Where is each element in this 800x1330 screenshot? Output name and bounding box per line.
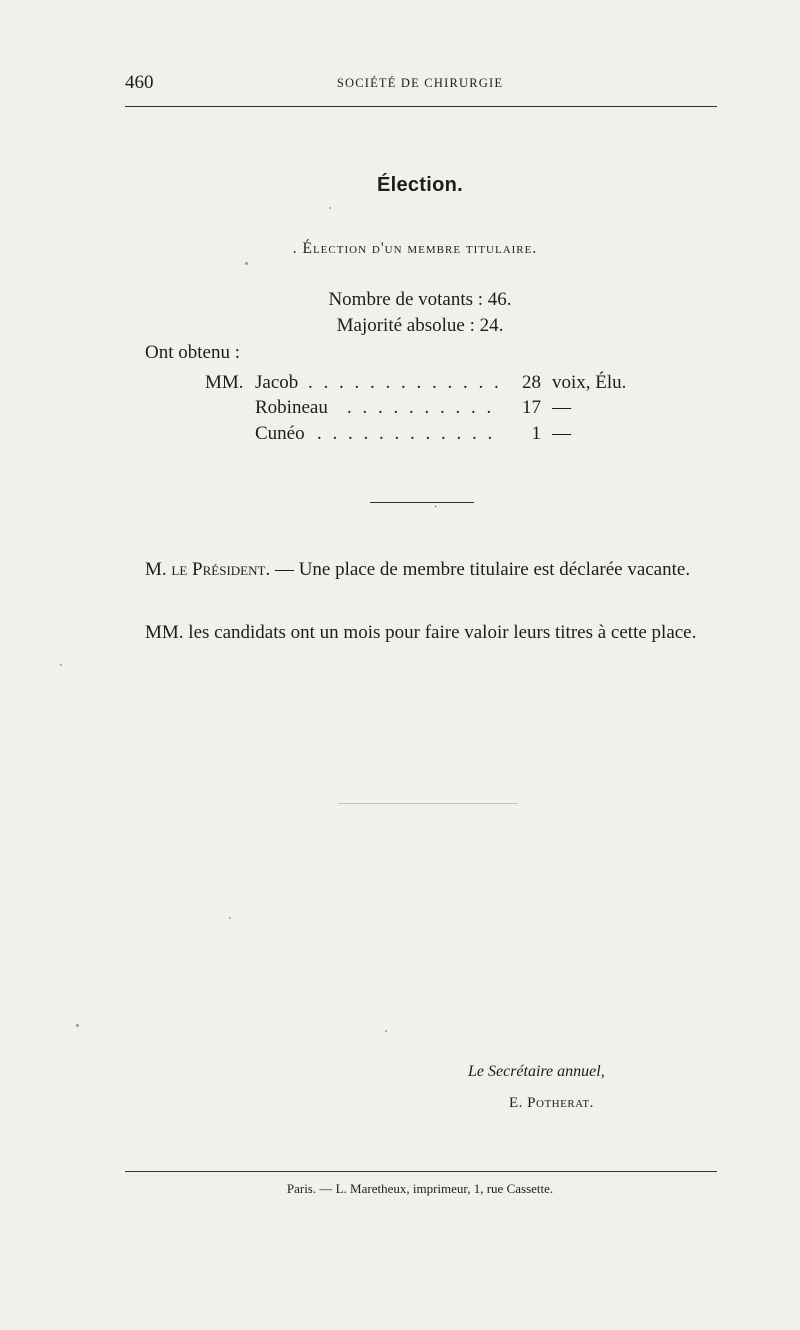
obtained-label: Ont obtenu : bbox=[145, 342, 240, 363]
footer-rule bbox=[125, 1171, 717, 1172]
section-subtitle: . Élection d'un membre titulaire. bbox=[292, 240, 538, 257]
president-title: le Président bbox=[171, 559, 266, 580]
candidate-name: Jacob bbox=[255, 372, 299, 393]
printer-imprint: Paris. — L. Maretheux, imprimeur, 1, rue Cassette. bbox=[286, 1181, 554, 1196]
voter-count: Nombre de votants : 46. bbox=[328, 289, 512, 310]
vote-count: 1 bbox=[531, 423, 541, 444]
separator-rule bbox=[370, 502, 474, 503]
section-title: Élection. bbox=[376, 174, 464, 196]
paper-speck bbox=[60, 664, 62, 666]
paper-speck bbox=[329, 207, 331, 209]
leader-dots: . . . . . . . . . . . . . bbox=[308, 372, 502, 393]
vote-count: 17 bbox=[522, 397, 541, 418]
result-row bbox=[255, 372, 695, 400]
header-rule bbox=[125, 106, 717, 107]
paper-speck bbox=[245, 262, 248, 265]
results-prefix: MM. bbox=[205, 372, 244, 393]
running-head: SOCIÉTÉ DE CHIRURGIE bbox=[336, 76, 504, 90]
separator-dot: · bbox=[434, 502, 438, 513]
paper-speck bbox=[76, 1024, 79, 1027]
president-paragraph bbox=[125, 556, 725, 583]
president-lead: M. bbox=[145, 559, 172, 580]
result-row bbox=[255, 397, 695, 425]
absolute-majority: Majorité absolue : 24. bbox=[336, 315, 504, 336]
signature-title: Le Secrétaire annuel, bbox=[468, 1063, 605, 1080]
leader-dots: . . . . . . . . . . . . bbox=[317, 423, 496, 444]
president-statement: . — Une place de membre titulaire est déclarée vacante. bbox=[265, 559, 691, 580]
paper-speck bbox=[385, 1030, 387, 1032]
paper-speck bbox=[338, 803, 518, 804]
result-row bbox=[255, 423, 695, 451]
paper-speck bbox=[229, 917, 231, 919]
page-number: 460 bbox=[125, 72, 154, 93]
signature-name: E. Potherat. bbox=[509, 1095, 594, 1111]
vote-count: 28 bbox=[522, 372, 541, 393]
candidates-statement: MM. les candidats ont un mois pour faire valoir leurs titres à cette place. bbox=[145, 622, 697, 643]
candidate-name: Robineau bbox=[255, 397, 328, 418]
leader-dots: . . . . . . . . . . bbox=[347, 397, 495, 418]
vote-note: — bbox=[552, 397, 571, 418]
candidate-name: Cunéo bbox=[255, 423, 305, 444]
candidates-paragraph bbox=[125, 619, 725, 646]
vote-note: voix, Élu. bbox=[552, 372, 627, 393]
vote-note: — bbox=[552, 423, 571, 444]
